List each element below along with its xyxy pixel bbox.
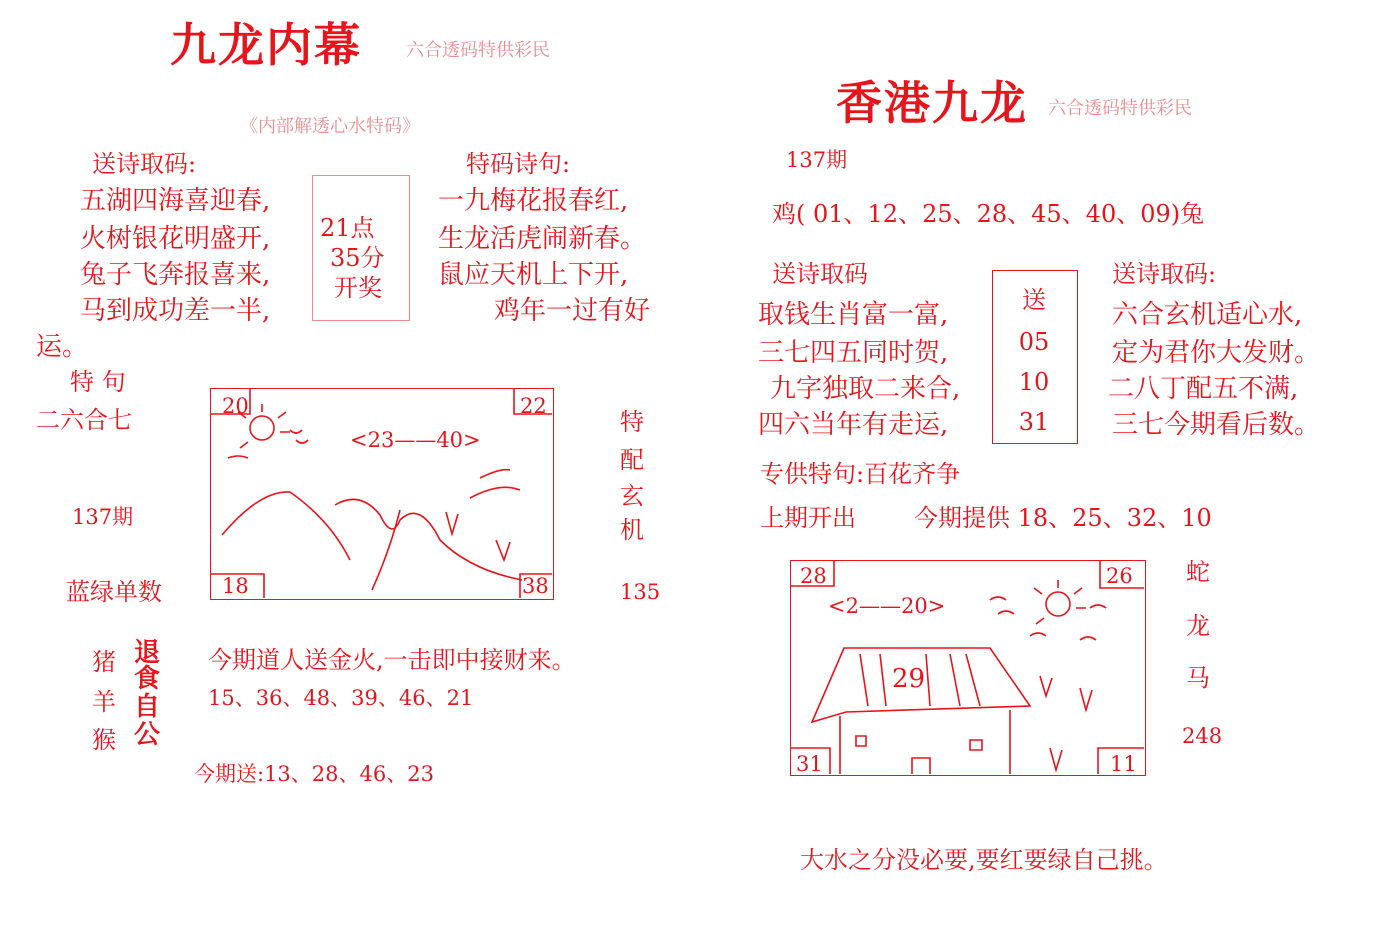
right-this-issue: 今期提供 18、25、32、10: [914, 504, 1212, 532]
left-animal: 猴: [92, 726, 116, 754]
right-poem2-line: 二八丁配五不满,: [1108, 374, 1299, 404]
right-poem-line: 取钱生肖富一富,: [758, 300, 949, 330]
right-corner-tl: 28: [800, 564, 827, 588]
left-issue: 137期: [72, 505, 134, 529]
left-title-tag: 六合透码特供彩民: [406, 40, 550, 61]
left-vertical-label: 机: [620, 516, 644, 544]
send-box-label: 送: [1022, 286, 1046, 314]
left-title: 九龙内幕: [170, 18, 362, 72]
left-special-label: 特 句: [70, 368, 126, 396]
right-poem-heading: 送诗取码: [772, 260, 868, 288]
left-poem-line: 五湖四海喜迎春,: [80, 186, 271, 216]
left-numbers: 15、36、48、39、46、21: [208, 686, 474, 710]
right-issue: 137期: [786, 148, 848, 172]
right-picture-range: <2——20>: [828, 594, 946, 618]
right-last-issue: 上期开出: [760, 504, 856, 532]
right-poem-line: 九字独取二来合,: [770, 374, 961, 404]
left-corner-tl: 20: [222, 394, 249, 418]
right-poem2-line: 定为君你大发财。: [1112, 338, 1321, 368]
right-footer: 大水之分没必要,要红要绿自己挑。: [800, 846, 1168, 874]
left-corner-bl: 18: [222, 574, 249, 598]
left-vertical-label: 特: [620, 408, 644, 436]
left-special-poem-line: 鸡年一过有好: [494, 296, 651, 326]
left-special-poem-line: 鼠应天机上下开,: [438, 260, 629, 290]
left-animal: 羊: [92, 688, 116, 716]
left-corner-br: 38: [522, 574, 549, 598]
left-retreat-char: 退: [134, 638, 161, 668]
left-verse: 今期道人送金火,一击即中接财来。: [208, 646, 576, 674]
left-color-hint: 蓝绿单数: [66, 578, 162, 606]
left-retreat-char: 公: [134, 720, 161, 750]
send-box-number: 05: [1018, 328, 1050, 356]
right-special: 专供特句:百花齐争: [760, 460, 961, 488]
left-gift: 今期送:13、28、46、23: [194, 762, 434, 786]
left-poem-line: 火树银花明盛开,: [80, 224, 271, 254]
left-poem-heading: 送诗取码:: [92, 150, 197, 178]
left-vertical-label: 配: [620, 446, 644, 474]
right-title: 香港九龙: [836, 76, 1028, 130]
right-poem-line: 四六当年有走运,: [758, 410, 949, 440]
left-subtitle: 《内部解透心水特码》: [240, 116, 420, 137]
left-corner-tr: 22: [520, 394, 547, 418]
right-picture-center: 29: [892, 664, 926, 694]
left-retreat-char: 食: [134, 664, 161, 694]
left-special-poem-line: 生龙活虎闹新春。: [438, 224, 647, 254]
right-poem2-heading: 送诗取码:: [1112, 260, 1217, 288]
right-poem-line: 三七四五同时贺,: [758, 338, 949, 368]
left-retreat-char: 自: [134, 692, 161, 722]
send-box-number: 31: [1018, 408, 1050, 436]
left-poem-line: 马到成功差一半,: [80, 296, 271, 326]
draw-time-hour: 21点: [320, 214, 375, 242]
right-vertical-label: 马: [1186, 664, 1210, 692]
left-poem-line: 兔子飞奔报喜来,: [80, 260, 271, 290]
right-title-tag: 六合透码特供彩民: [1048, 98, 1192, 119]
left-animal: 猪: [92, 648, 116, 676]
left-special-poem-heading: 特码诗句:: [466, 150, 571, 178]
right-poem2-line: 三七今期看后数。: [1112, 410, 1321, 440]
right-vertical-label: 蛇: [1186, 558, 1210, 586]
left-vertical-label: 玄: [620, 482, 644, 510]
send-box-number: 10: [1018, 368, 1050, 396]
right-vertical-number: 248: [1182, 724, 1223, 748]
draw-time-label: 开奖: [334, 274, 382, 302]
left-vertical-number: 135: [620, 580, 661, 604]
right-pick-line: 鸡( 01、12、25、28、45、40、09)兔: [772, 200, 1205, 228]
left-picture-range: <23——40>: [350, 428, 481, 452]
left-special-text: 二六合七: [36, 406, 132, 434]
right-corner-tr: 26: [1106, 564, 1133, 588]
right-vertical-label: 龙: [1186, 612, 1210, 640]
left-poem-wrap: 运。: [36, 332, 89, 362]
draw-time-minute: 35分: [330, 244, 385, 272]
right-corner-br: 11: [1110, 752, 1137, 776]
right-poem2-line: 六合玄机适心水,: [1112, 300, 1303, 330]
left-special-poem-line: 一九梅花报春红,: [438, 186, 629, 216]
right-corner-bl: 31: [796, 752, 823, 776]
